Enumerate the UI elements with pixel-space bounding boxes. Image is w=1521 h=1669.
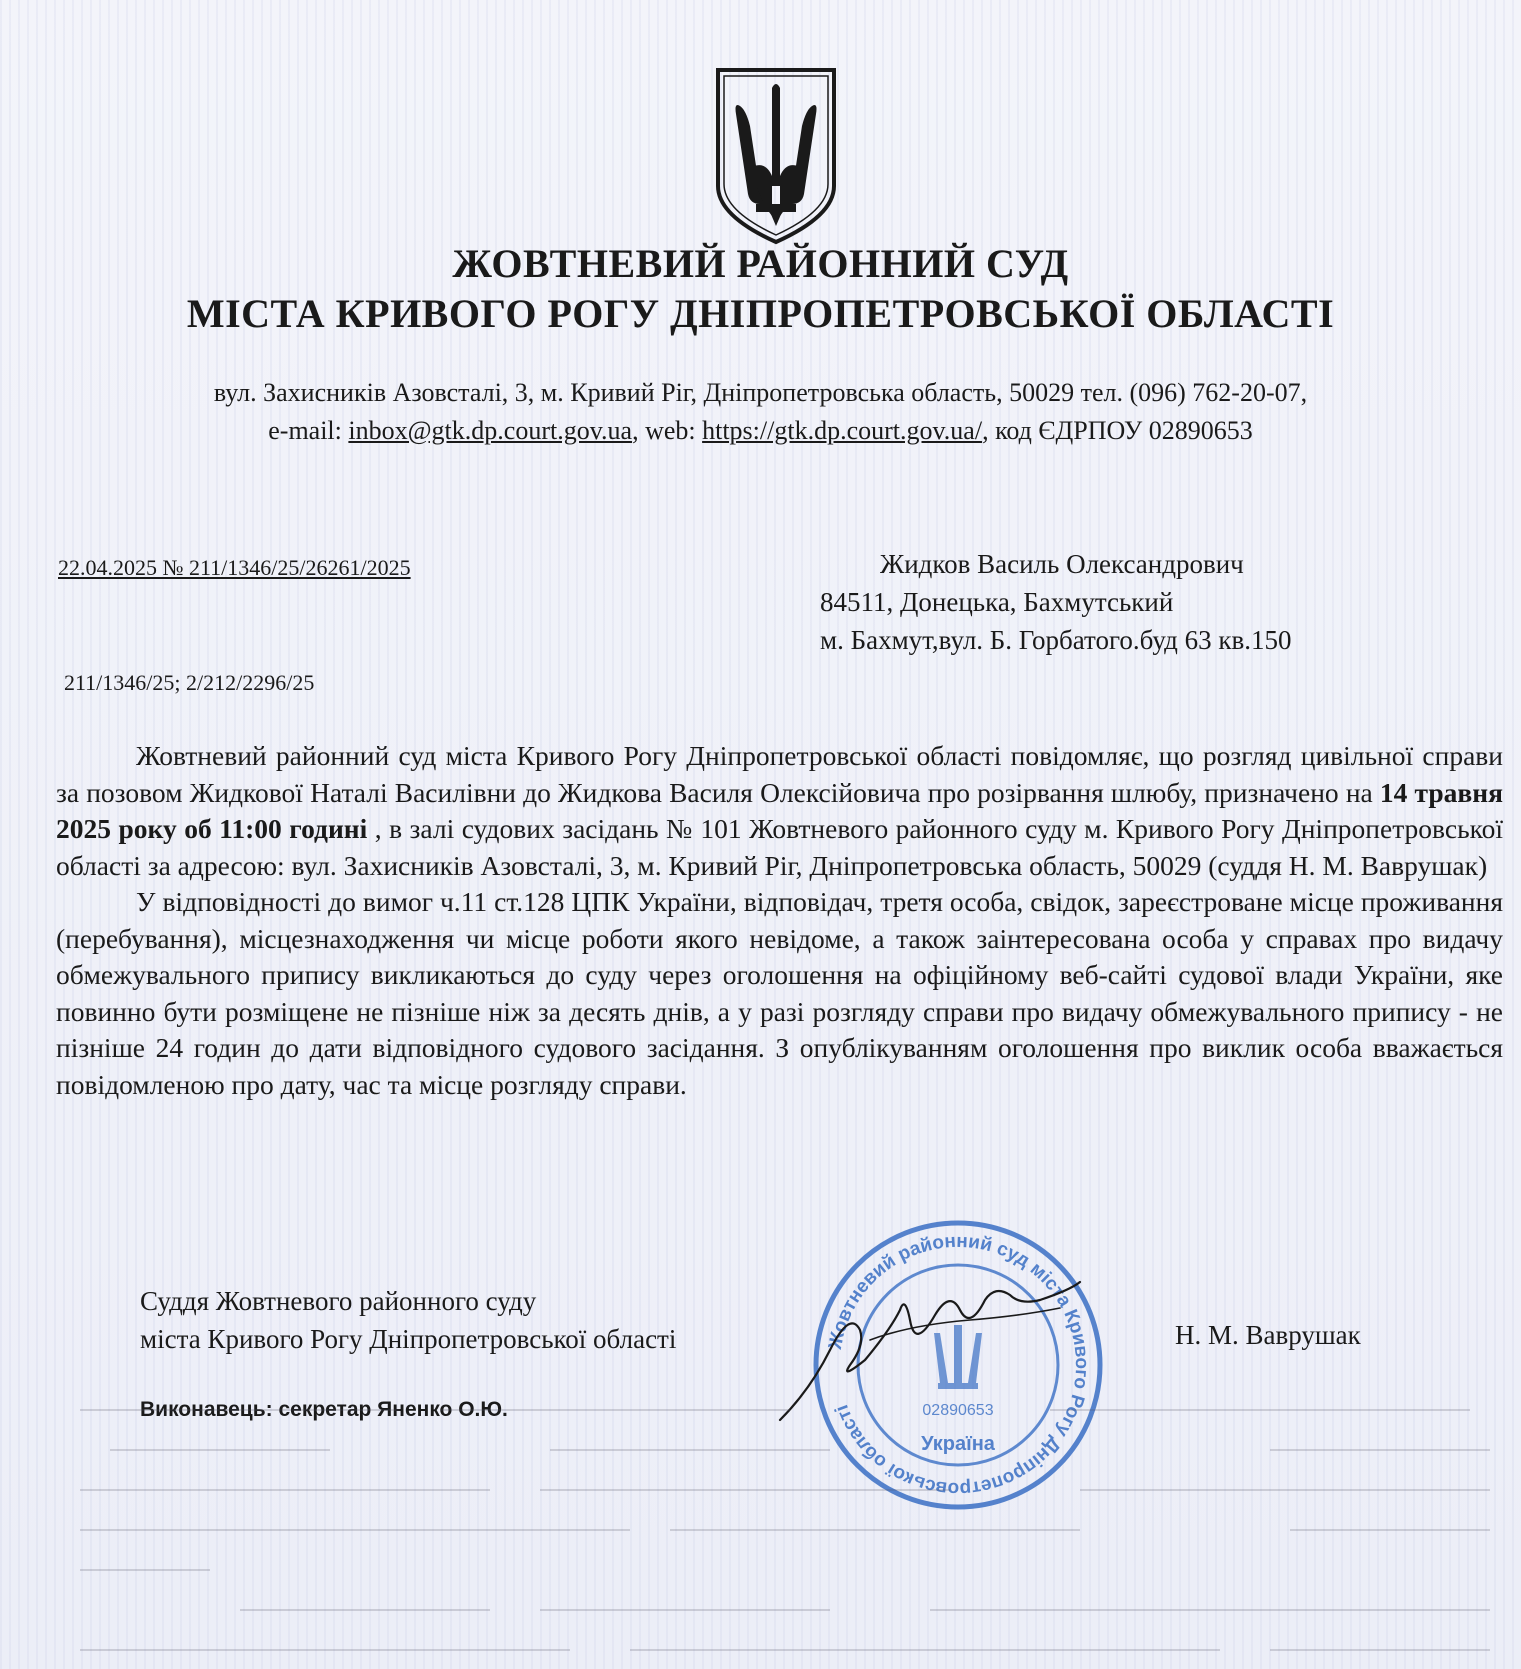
edrpou-code: , код ЄДРПОУ 02890653	[982, 416, 1253, 445]
case-numbers: 211/1346/25; 2/212/2296/25	[64, 670, 315, 695]
court-title-line1: ЖОВТНЕВИЙ РАЙОННИЙ СУД	[452, 241, 1069, 286]
paragraph-1-text-b: , в залі судових засідань № 101 Жовтневого районного суду м. Кривого Рогу Дніпропетровської області за адресою: вул. Захисників Азовсталі, 3, м. Кривий Ріг, Дніпропетровська область, 50029 (суддя Н. М. Ваврушак)	[56, 813, 1503, 881]
email-label: e-mail:	[268, 416, 349, 445]
executor-line: Виконавець: секретар Яненко О.Ю.	[140, 1398, 508, 1421]
judge-name: Н. М. Ваврушак	[1175, 1320, 1361, 1350]
recipient-name: Жидков Василь Олександрович	[880, 549, 1244, 579]
judge-title-line1: Суддя Жовтневого районного суду	[140, 1286, 537, 1316]
court-address: вул. Захисників Азовсталі, 3, м. Кривий Ріг, Дніпропетровська область, 50029 тел. (096) 762-20-07,	[213, 378, 1308, 407]
paragraph-1-text-a: Жовтневий районний суд міста Кривого Рогу Дніпропетровської області повідомляє, що розгляд цивільної справи за позовом Жидкової Наталі Василівни до Жидкова Василя Олексійовича про розірвання шлюбу, призначено на	[56, 740, 1503, 808]
recipient-address-line2: м. Бахмут,вул. Б. Горбатого.буд 63 кв.150	[820, 625, 1292, 655]
court-title-line2: МІСТА КРИВОГО РОГУ ДНІПРОПЕТРОВСЬКОЇ ОБЛАСТІ	[186, 291, 1335, 336]
hearing-datetime: 14 травня 2025 року об 11:00 годині	[56, 776, 1503, 844]
stamp-outer-text: Жовтневий районний суд міста Кривого Рогу Дніпропетровської області	[824, 1230, 1093, 1500]
trident-emblem-icon	[710, 66, 842, 246]
stamp-bottom-text: Україна	[921, 1433, 995, 1455]
email-link[interactable]: inbox@gtk.dp.court.gov.ua	[348, 416, 633, 445]
court-contacts	[0, 416, 1521, 446]
web-link[interactable]: https://gtk.dp.court.gov.ua/	[702, 416, 983, 445]
letter-body	[56, 738, 1503, 1103]
body-paragraph-1	[56, 738, 1503, 884]
recipient-block	[820, 545, 1292, 659]
judge-title-line2: міста Кривого Рогу Дніпропетровської області	[140, 1324, 677, 1354]
bleed-through-background	[70, 1390, 1500, 1660]
body-paragraph-2: У відповідності до вимог ч.11 ст.128 ЦПК України, відповідач, третя особа, свідок, зареєстроване місце проживання (перебування), місцезнаходження чи місце роботи якого невідоме, а також заінтересована особа у справах про видачу обмежувального припису викликаються до суду через оголошення на офіційному веб-сайті судової влади України, яке повинно бути розміщене не пізніше ніж за десять днів, а у разі розгляду справи про видачу обмежувального припису - не пізніше 24 годин до дати відповідного судового засідання. З опублікуванням оголошення про виклик особа вважається повідомленою про дату, час та місце розгляду справи.	[56, 886, 1503, 1100]
registration-number: 22.04.2025 № 211/1346/25/26261/2025	[58, 555, 411, 580]
web-label: , web:	[632, 416, 703, 445]
judge-title	[140, 1282, 676, 1358]
stamp-code: 02890653	[922, 1402, 994, 1419]
bleed-through-pattern	[70, 1390, 1500, 1660]
recipient-address-line1: 84511, Донецька, Бахмутський	[820, 587, 1174, 617]
